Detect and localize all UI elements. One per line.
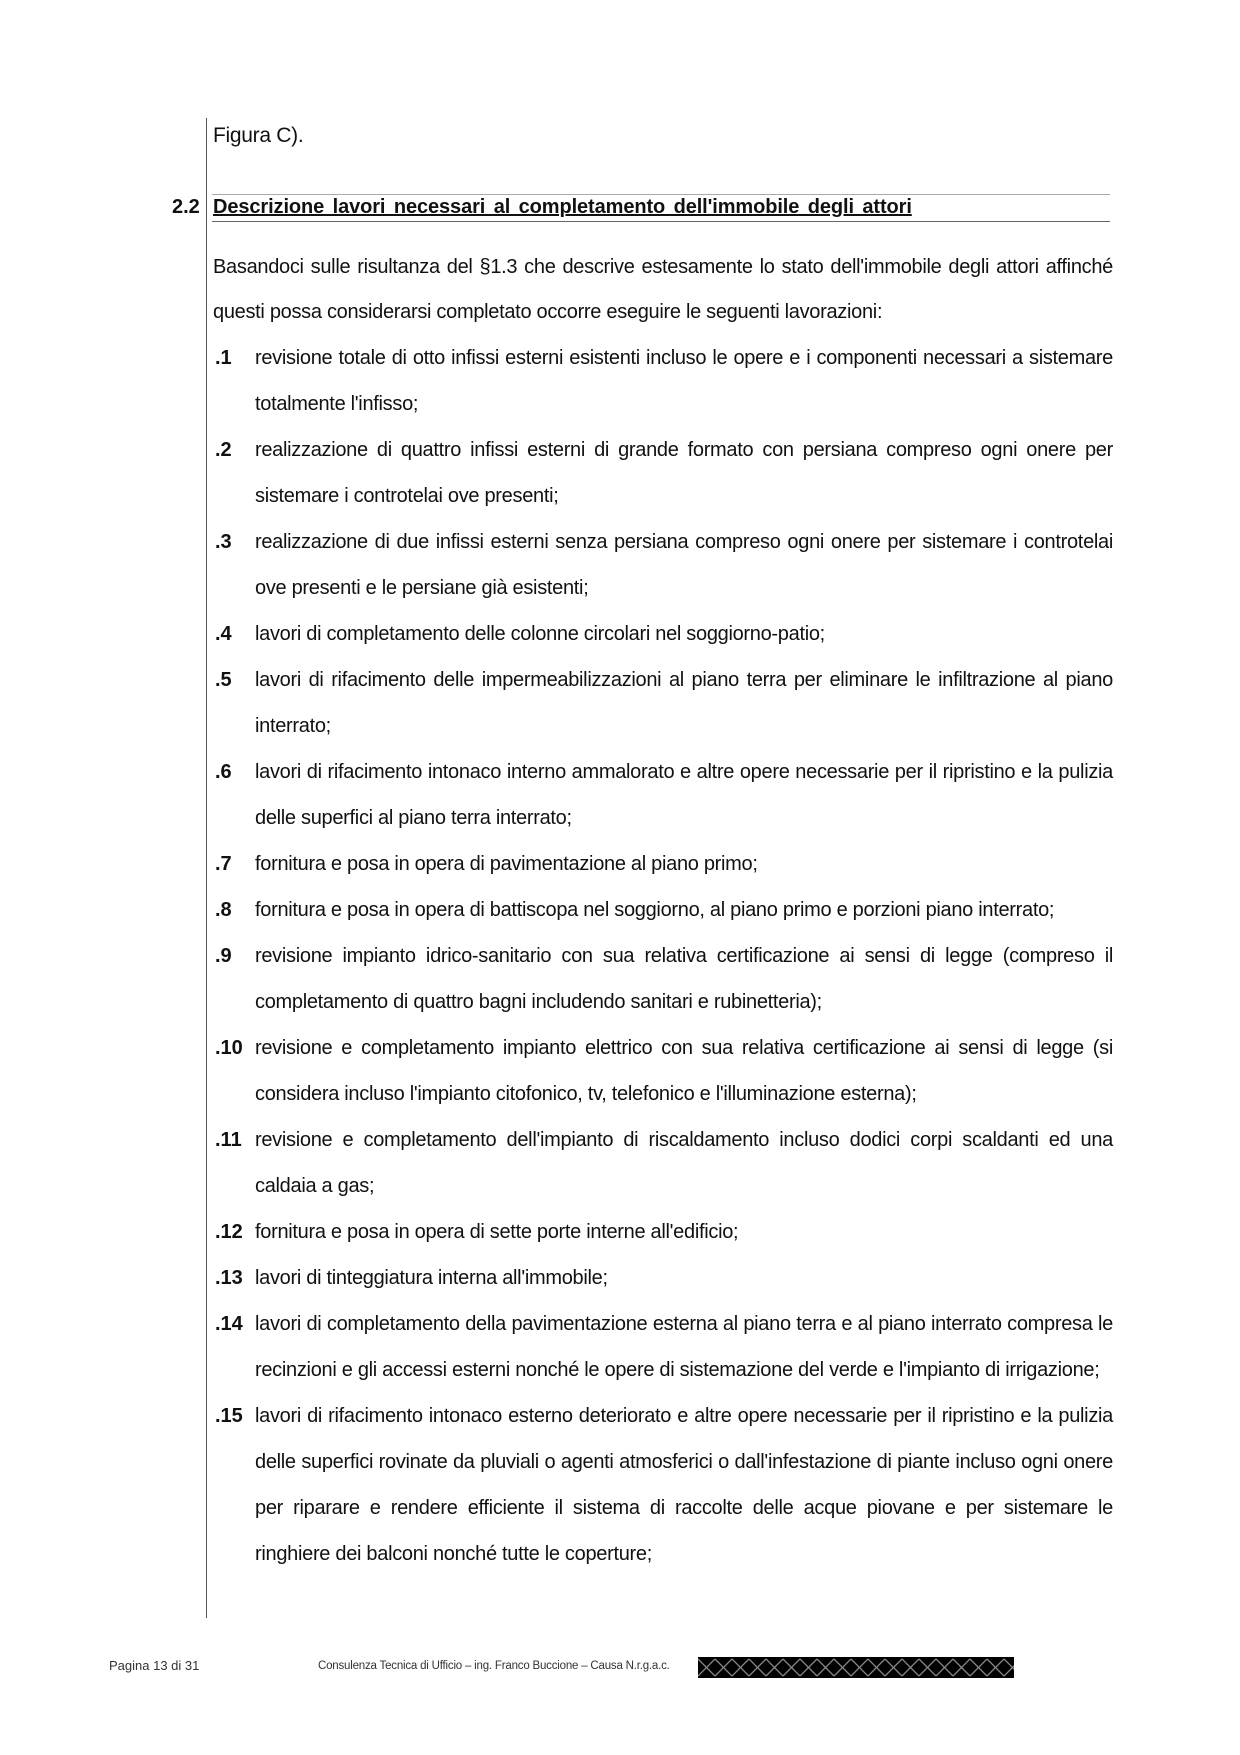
item-number: .11	[215, 1129, 242, 1151]
item-text: fornitura e posa in opera di sette porte interne all'edificio;	[255, 1221, 739, 1243]
list-item	[213, 887, 1113, 933]
footer-text: Consulenza Tecnica di Ufficio – ing. Franco Buccione – Causa N.r.g.a.c.	[318, 1660, 670, 1672]
item-number: .14	[215, 1313, 243, 1335]
list-item	[213, 1301, 1113, 1393]
item-text: lavori di tinteggiatura interna all'immobile;	[255, 1267, 608, 1289]
item-text: realizzazione di quattro infissi esterni di grande formato con persiana compreso ogni onere per sistemare i controtelai ove presenti;	[255, 439, 1113, 507]
item-text: lavori di completamento della pavimentazione esterna al piano terra e al piano interrato compresa le recinzioni e gli accessi esterni nonché le opere di sistemazione del verde e l'impianto di irrigazione;	[255, 1313, 1113, 1381]
list-item	[213, 427, 1113, 519]
item-number: .5	[215, 669, 232, 691]
list-item	[213, 1255, 1113, 1301]
works-list	[213, 335, 1113, 1577]
item-number: .13	[215, 1267, 243, 1289]
list-item	[213, 841, 1113, 887]
item-number: .7	[215, 853, 232, 875]
list-item	[213, 335, 1113, 427]
item-text: revisione e completamento dell'impianto di riscaldamento incluso dodici corpi scaldanti ed una caldaia a gas;	[255, 1129, 1113, 1197]
list-item	[213, 611, 1113, 657]
item-number: .4	[215, 623, 232, 645]
list-item	[213, 1209, 1113, 1255]
item-text: fornitura e posa in opera di pavimentazione al piano primo;	[255, 853, 758, 875]
item-number: .10	[215, 1037, 243, 1059]
continuation-text: Figura C).	[213, 124, 304, 147]
list-item	[213, 749, 1113, 841]
footer-page-number: Pagina 13 di 31	[109, 1658, 200, 1673]
item-text: revisione e completamento impianto elettrico con sua relativa certificazione ai sensi di legge (si considera incluso l'impianto citofonico, tv, telefonico e l'illuminazione esterna);	[255, 1037, 1113, 1105]
item-number: .3	[215, 531, 232, 553]
section-number: 2.2	[172, 196, 200, 218]
intro-paragraph: Basandoci sulle risultanza del §1.3 che descrive estesamente lo stato dell'immobile degli attori affinché questi possa considerarsi completato occorre eseguire le seguenti lavorazioni:	[213, 256, 1113, 323]
item-number: .15	[215, 1405, 243, 1427]
item-text: realizzazione di due infissi esterni senza persiana compreso ogni onere per sistemare i controtelai ove presenti e le persiane già esistenti;	[255, 531, 1113, 599]
list-item	[213, 1117, 1113, 1209]
item-number: .9	[215, 945, 232, 967]
section-rule-bottom	[212, 221, 1110, 222]
item-number: .6	[215, 761, 232, 783]
item-text: lavori di rifacimento delle impermeabilizzazioni al piano terra per eliminare le infiltrazione al piano interrato;	[255, 669, 1113, 737]
redaction-pattern	[698, 1657, 1014, 1678]
list-item	[213, 657, 1113, 749]
item-text: revisione impianto idrico-sanitario con sua relativa certificazione ai sensi di legge (compreso il completamento di quattro bagni includendo sanitari e rubinetteria);	[255, 945, 1113, 1013]
list-item	[213, 1393, 1113, 1577]
list-item	[213, 519, 1113, 611]
item-number: .12	[215, 1221, 243, 1243]
item-number: .8	[215, 899, 232, 921]
item-text: lavori di completamento delle colonne circolari nel soggiorno-patio;	[255, 623, 825, 645]
item-number: .2	[215, 439, 232, 461]
section-rule-top	[212, 194, 1110, 195]
item-number: .1	[215, 347, 232, 369]
margin-rule	[206, 118, 207, 1618]
list-item	[213, 1025, 1113, 1117]
item-text: fornitura e posa in opera di battiscopa nel soggiorno, al piano primo e porzioni piano interrato;	[255, 899, 1055, 921]
redaction-block	[698, 1657, 1014, 1678]
item-text: lavori di rifacimento intonaco esterno deteriorato e altre opere necessarie per il ripristino e la pulizia delle superfici rovinate da pluviali o agenti atmosferici o dall'infestazione di piante incluso ogni onere per riparare e rendere efficiente il sistema di raccolte delle acque piovane e per sistemare le ringhiere dei balconi nonché tutte le coperture;	[255, 1405, 1113, 1565]
list-item	[213, 933, 1113, 1025]
section-title: Descrizione lavori necessari al completamento dell'immobile degli attori	[213, 196, 912, 218]
item-text: revisione totale di otto infissi esterni esistenti incluso le opere e i componenti necessari a sistemare totalmente l'infisso;	[255, 347, 1113, 415]
item-text: lavori di rifacimento intonaco interno ammalorato e altre opere necessarie per il ripristino e la pulizia delle superfici al piano terra interrato;	[255, 761, 1113, 829]
